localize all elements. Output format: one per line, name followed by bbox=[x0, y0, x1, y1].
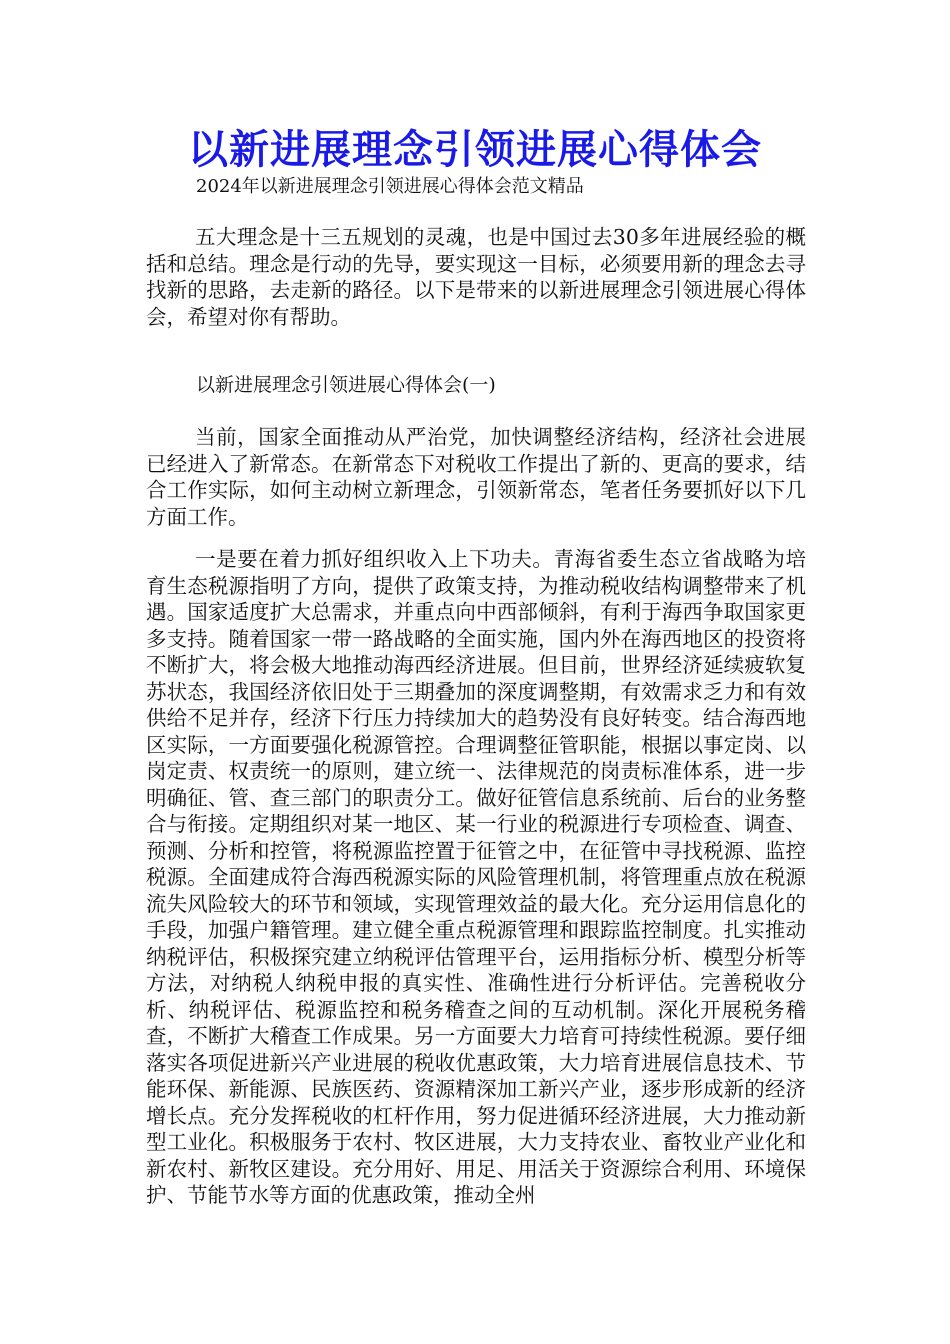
section-heading: 以新进展理念引领进展心得体会(一) bbox=[196, 374, 496, 396]
body-paragraph-2: 一是要在着力抓好组织收入上下功夫。青海省委生态立省战略为培育生态税源指明了方向，提供了政策支持，为推动税收结构调整带来了机遇。国家适度扩大总需求，并重点向中西部倾斜，有利于海西争取国家更多支持。随着国家一带一路战略的全面实施，国内外在海西地区的投资将不断扩大，将会极大地推动海西经济进展。但目前，世界经济延续疲软复苏状态，我国经济依旧处于三期叠加的深度调整期，有效需求乏力和有效供给不足并存，经济下行压力持续加大的趋势没有良好转变。结合海西地区实际，一方面要强化税源管控。合理调整征管职能，根据以事定岗、以岗定责、权责统一的原则，建立统一、法律规范的岗责标准体系，进一步明确征、管、查三部门的职责分工。做好征管信息系统前、后台的业务整合与衔接。定期组织对某一地区、某一行业的税源进行专项检查、调查、预测、分析和控管，将税源监控置于征管之中，在征管中寻找税源、监控税源。全面建成符合海西税源实际的风险管理机制，将管理重点放在税源流失风险较大的环节和领域，实现管理效益的最大化。充分运用信息化的手段，加强户籍管理。建立健全重点税源管理和跟踪监控制度。扎实推动纳税评估，积极探究建立纳税评估管理平台，运用指标分析、模型分析等方法，对纳税人纳税申报的真实性、准确性进行分析评估。完善税收分析、纳税评估、税源监控和税务稽查之间的互动机制。深化开展税务稽查，不断扩大稽查工作成果。另一方面要大力培育可持续性税源。要仔细落实各项促进新兴产业进展的税收优惠政策，大力培育进展信息技术、节能环保、新能源、民族医药、资源精深加工新兴产业，逐步形成新的经济增长点。充分发挥税收的杠杆作用，努力促进循环经济进展，大力推动新型工业化。积极服务于农村、牧区进展，大力支持农业、畜牧业产业化和新农村、新牧区建设。充分用好、用足、用活关于资源综合利用、环境保护、节能节水等方面的优惠政策，推动全州 bbox=[146, 547, 806, 1207]
document-subtitle: 2024年以新进展理念引领进展心得体会范文精品 bbox=[196, 176, 584, 197]
intro-paragraph: 五大理念是十三五规划的灵魂，也是中国过去30多年进展经验的概括和总结。理念是行动的先导，要实现这一目标，必须要用新的理念去寻找新的思路，去走新的路径。以下是带来的以新进展理念引领进展心得体会，希望对你有帮助。 bbox=[146, 225, 806, 329]
body-paragraph-1: 当前，国家全面推动从严治党，加快调整经济结构，经济社会进展已经进入了新常态。在新常态下对税收工作提出了新的、更高的要求，结合工作实际，如何主动树立新理念，引领新常态，笔者任务要抓好以下几方面工作。 bbox=[146, 425, 806, 529]
document-title: 以新进展理念引领进展心得体会 bbox=[188, 127, 762, 173]
